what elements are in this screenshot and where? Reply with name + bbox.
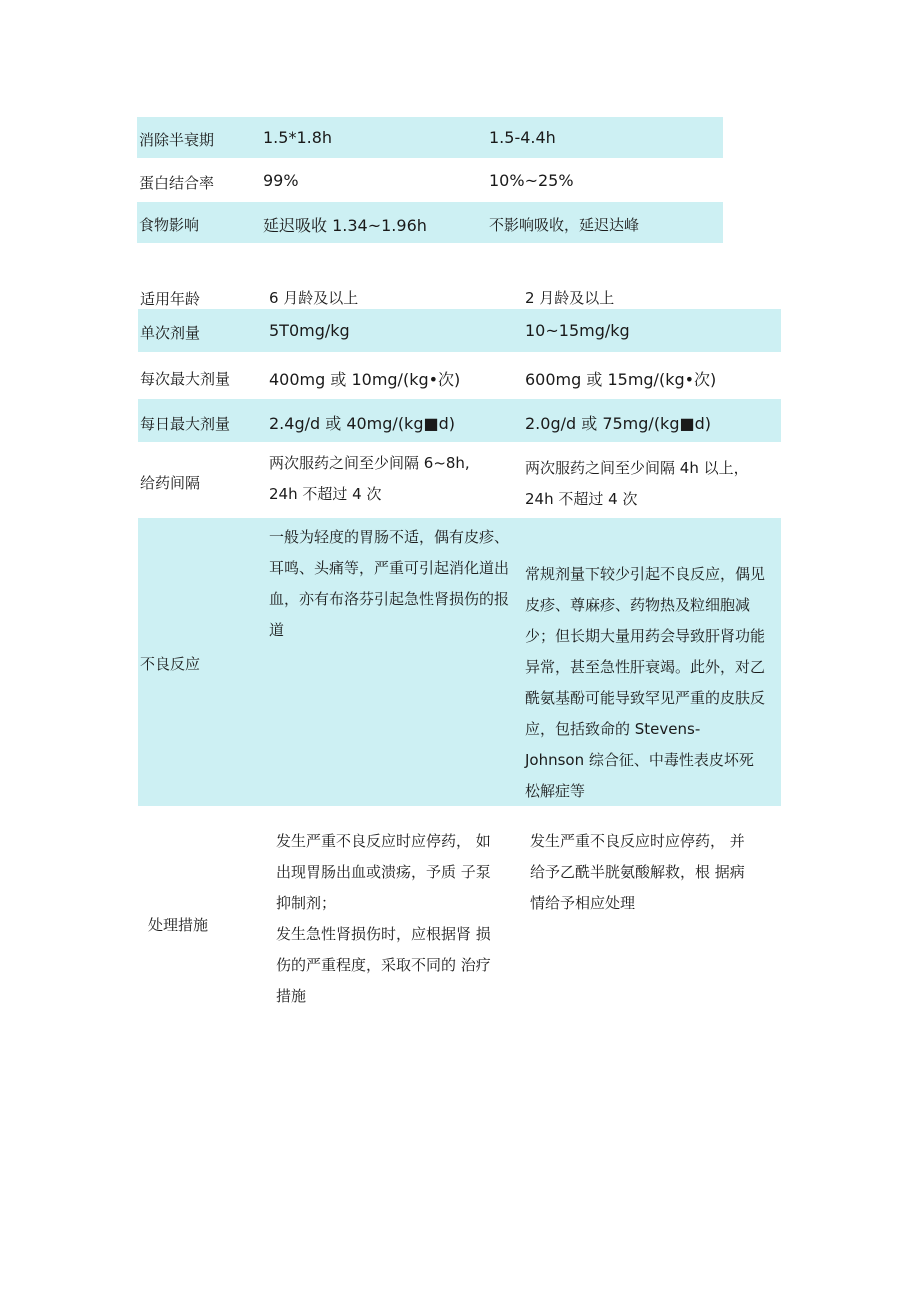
- text-line: 应，包括致命的 Stevens-: [525, 720, 701, 738]
- ibuprofen-value: [269, 522, 523, 646]
- text-line: 措施: [276, 987, 307, 1005]
- acetaminophen-value: 10%~25%: [489, 171, 574, 190]
- row-label: 处理措施: [148, 916, 209, 934]
- acetaminophen-value: 2.0g/d 或 75mg∕(kg■d): [525, 414, 711, 433]
- row-label: 消除半衰期: [139, 131, 215, 149]
- row-label: 给药间隔: [140, 474, 201, 492]
- text-line: 24h 不超过 4 次: [525, 490, 638, 508]
- table-row-max-per-day: [138, 399, 781, 442]
- ibuprofen-value: 99%: [263, 171, 299, 190]
- text-line: Johnson 综合征、中毒性表皮坏死: [525, 751, 754, 769]
- row-label: 不良反应: [140, 655, 201, 673]
- text-line: 耳鸣、头痛等，严重可引起消化道出: [269, 559, 510, 577]
- text-line: 24h 不超过 4 次: [269, 485, 382, 503]
- table-row-food-effect: [137, 202, 723, 243]
- row-label: 单次剂量: [140, 324, 201, 342]
- text-line: 出现胃肠出血或溃疡，予质 子泵: [276, 863, 491, 881]
- text-line: 两次服药之间至少间隔 4h 以上，: [525, 459, 749, 477]
- acetaminophen-value: 不影响吸收，延迟达峰: [489, 216, 640, 234]
- ibuprofen-value: 5T0mg/kg: [269, 321, 350, 340]
- acetaminophen-value: [525, 453, 781, 515]
- text-line: 血，亦有布洛芬引起急性肾损伤的报: [269, 590, 510, 608]
- text-line: 一般为轻度的胃肠不适，偶有皮疹、: [269, 528, 510, 546]
- text-line: 酰氨基酚可能导致罕见严重的皮肤反: [525, 689, 766, 707]
- text-line: 异常，甚至急性肝衰竭。此外，对乙: [525, 658, 766, 676]
- ibuprofen-value: 6 月龄及以上: [269, 289, 359, 307]
- text-line: 常规剂量下较少引起不良反应，偶见: [525, 565, 766, 583]
- ibuprofen-value: 延迟吸收 1.34~1.96h: [263, 216, 427, 235]
- acetaminophen-value: 600mg 或 15mg∕(kg•次): [525, 370, 717, 389]
- ibuprofen-value: [269, 448, 519, 510]
- text-line: 道: [269, 621, 285, 639]
- table-row-max-per-dose: [138, 354, 781, 397]
- text-line: 发生急性肾损伤时，应根据肾 损: [276, 925, 491, 943]
- text-line: 发生严重不良反应时应停药， 如: [276, 832, 491, 850]
- text-line: 情给予相应处理: [530, 894, 636, 912]
- text-line: 少；但长期大量用药会导致肝肾功能: [525, 627, 766, 645]
- text-line: 两次服药之间至少间隔 6~8h,: [269, 454, 470, 472]
- acetaminophen-value: 10~15mg/kg: [525, 321, 630, 340]
- table-row-single-dose: [138, 309, 781, 352]
- table-row-half-life: [137, 117, 723, 158]
- text-line: 给予乙酰半胱氨酸解救，根 据病: [530, 863, 745, 881]
- text-line: 发生严重不良反应时应停药， 并: [530, 832, 745, 850]
- row-label: 每日最大剂量: [140, 415, 231, 433]
- table-row-protein-binding: [137, 160, 723, 201]
- row-label: 蛋白结合率: [139, 174, 215, 192]
- table-row-interval: [138, 443, 781, 517]
- row-label: 适用年龄: [140, 290, 201, 308]
- ibuprofen-value: [276, 826, 526, 1012]
- acetaminophen-value: 1.5-4.4h: [489, 128, 556, 147]
- ibuprofen-value: 400mg 或 10mg∕(kg•次): [269, 370, 461, 389]
- ibuprofen-value: 2.4g/d 或 40mg∕(kg■d): [269, 414, 455, 433]
- row-label: 每次最大剂量: [140, 370, 231, 388]
- table-row-adverse-reactions: [138, 518, 781, 806]
- text-line: 抑制剂；: [276, 894, 337, 912]
- acetaminophen-value: [530, 826, 780, 919]
- ibuprofen-value: 1.5*1.8h: [263, 128, 333, 147]
- acetaminophen-value: 2 月龄及以上: [525, 289, 615, 307]
- table-row-age: [138, 282, 781, 309]
- text-line: 皮疹、尊麻疹、药物热及粒细胞减: [525, 596, 751, 614]
- text-line: 松解症等: [525, 782, 586, 800]
- text-line: 伤的严重程度，采取不同的 治疗: [276, 956, 491, 974]
- acetaminophen-value: [525, 559, 781, 807]
- table-row-management: [138, 808, 781, 1018]
- row-label: 食物影响: [139, 216, 200, 234]
